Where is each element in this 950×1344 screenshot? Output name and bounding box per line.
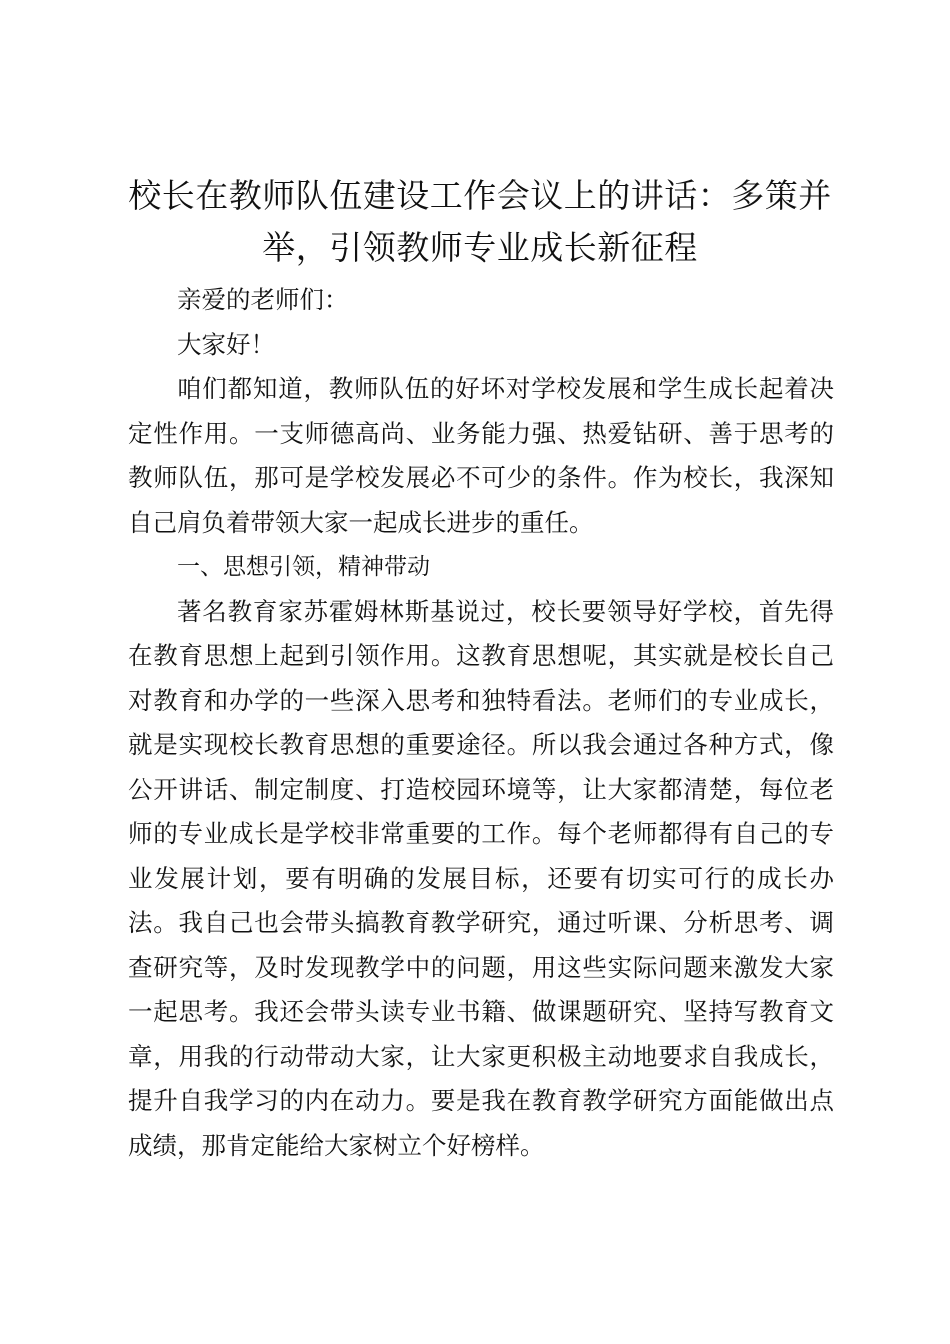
document-body	[128, 278, 834, 1168]
salutation: 亲爱的老师们：	[177, 285, 349, 314]
greeting: 大家好！	[177, 329, 275, 359]
section-paragraph: 著名教育家苏霍姆林斯基说过，校长要领导好学校，首先得在教育思想上起到引领作用。这教育思想呢，其实就是校长自己对教育和办学的一些深入思考和独特看法。老师们的专业成长，就是实现校长教育思想的重要途径。所以我会通过各种方式，像公开讲话、制定制度、打造校园环境等，让大家都清楚，每位老师的专业成长是学校非常重要的工作。每个老师都得有自己的专业发展计划，要有明确的发展目标，还要有切实可行的成长办法。我自己也会带头搞教育教学研究，通过听课、分析思考、调查研究等，及时发现教学中的问题，用这些实际问题来激发大家一起思考。我还会带头读专业书籍、做课题研究、坚持写教育文章，用我的行动带动大家，让大家更积极主动地要求自我成长，提升自我学习的内在动力。要是我在教育教学研究方面能做出点成绩，那肯定能给大家树立个好榜样。	[128, 596, 834, 1160]
section-heading: 一、思想引领，精神带动	[177, 554, 430, 580]
intro-paragraph: 咱们都知道，教师队伍的好坏对学校发展和学生成长起着决定性作用。一支师德高尚、业务能力强、热爱钻研、善于思考的教师队伍，那可是学校发展必不可少的条件。作为校长，我深知自己肩负着带领大家一起成长进步的重任。	[128, 374, 834, 537]
document-title: 校长在教师队伍建设工作会议上的讲话：多策并举，引领教师专业成长新征程	[128, 176, 832, 267]
